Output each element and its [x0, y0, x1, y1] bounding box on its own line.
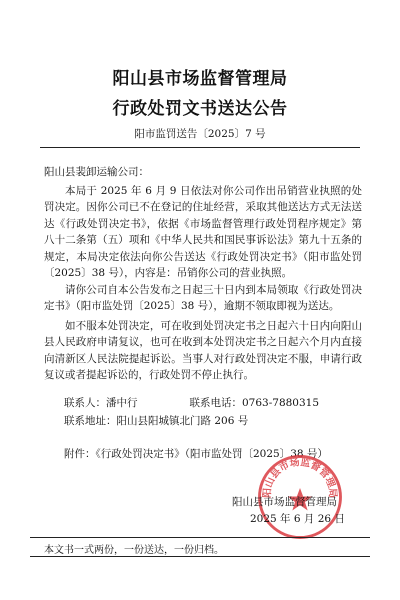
footer-divider-top — [30, 537, 370, 538]
footer-note: 本文书一式两份，一份送达，一份归档。 — [44, 545, 224, 556]
footer-divider-bottom — [30, 556, 370, 557]
contact-person: 联系人：潘中行 — [64, 397, 138, 409]
signature-authority: 阳山县市场监督管理局 — [232, 496, 337, 508]
body-paragraph-collection: 请你公司自本公告发布之日起三十日内到本局领取《行政处罚决定书》（阳市监处罚〔2025〕38 号），逾期不领取即视为送达。 — [44, 284, 362, 313]
document-title: 行政处罚文书送达公告 — [112, 99, 288, 119]
body-paragraph-decision: 本局于 2025 年 6 月 9 日依法对你公司作出吊销营业执照的处罚决定。因你公司已不在登记的住址经营，采取其他送达方式无法送达《行政处罚决定书》，依据《市场监督管理行政处罚程序规定》第八十二条第（五）项和《中华人民共和国民事诉讼法》第九十五条的规定，本局决定依法向你公告送达《行政处罚决定书》（阳市监处罚〔2025〕38 号），内容是：吊销你公司的营业执照。 — [44, 185, 362, 280]
header-divider — [40, 147, 360, 148]
contact-row — [64, 395, 319, 410]
attachment-line: 附件：《行政处罚决定书》（阳市监处罚〔2025〕38 号） — [64, 448, 328, 460]
issuing-authority-title: 阳山县市场监督管理局 — [112, 69, 288, 89]
signature-date: 2025 年 6 月 26 日 — [250, 513, 345, 525]
contact-phone: 联系电话：0763-7880315 — [189, 397, 320, 409]
contact-address: 联系地址：阳山县阳城镇北门路 206 号 — [64, 415, 249, 427]
document-number: 阳市监罚送告〔2025〕7 号 — [134, 128, 266, 140]
seal-text-path: 阳山县市场监督管理局 — [262, 457, 338, 499]
addressee: 阳山县裴卸运输公司： — [44, 166, 149, 178]
body-paragraph-appeal: 如不服本处罚决定，可在收到处罚决定书之日起六十日内向阳山县人民政府申请复议，也可在收到本处罚决定书之日起六个月内直接向清新区人民法院提起诉讼。当事人对行政处罚决定不服，申请行政复议或者提起诉讼的，行政处罚不停止执行。 — [44, 320, 362, 382]
